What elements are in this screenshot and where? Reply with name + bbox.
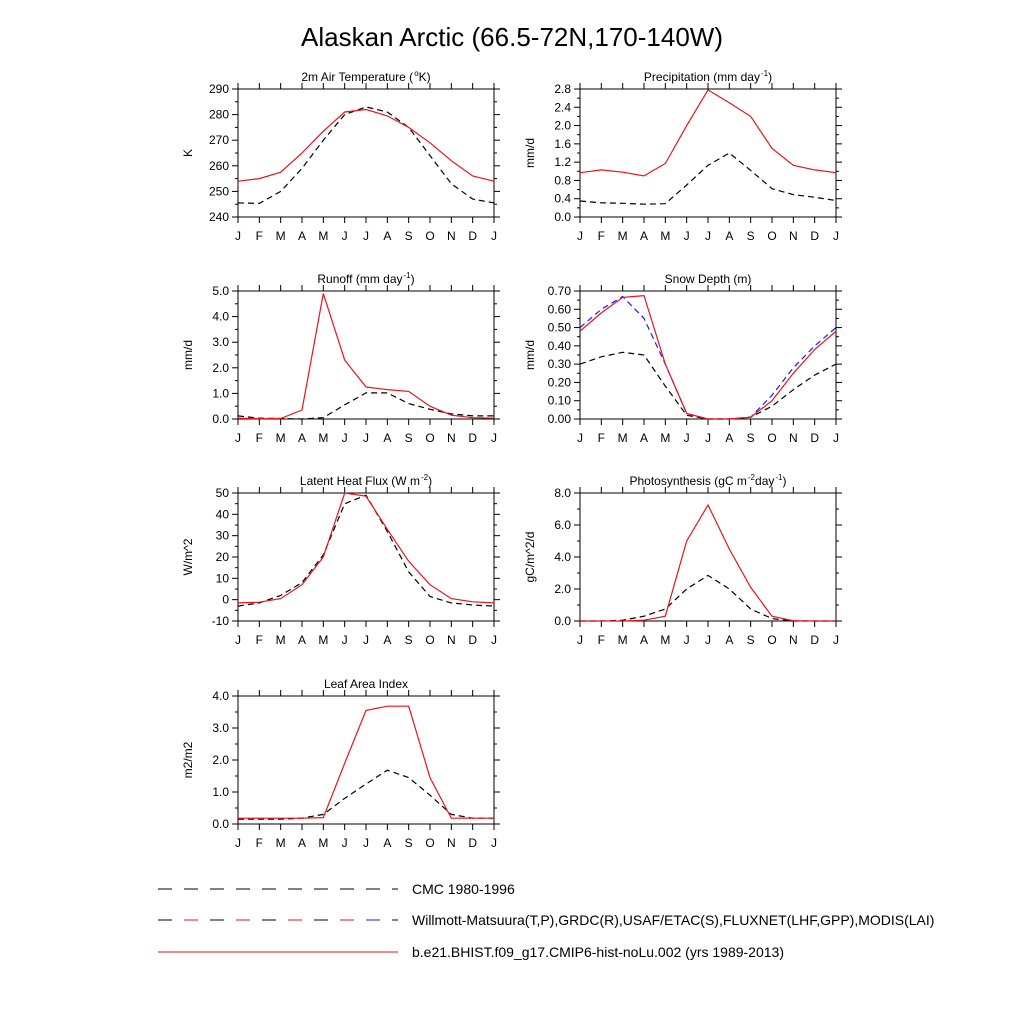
x-tick-label: S xyxy=(746,431,755,445)
panel-title-part: K) xyxy=(418,70,431,84)
x-tick-label: J xyxy=(683,431,690,445)
x-tick-label: A xyxy=(383,229,392,243)
panel-title xyxy=(317,271,414,286)
y-tick-label: 8.0 xyxy=(554,486,571,500)
series-line-model xyxy=(238,294,494,419)
x-tick-label: J xyxy=(235,229,241,243)
y-tick-label: 0.50 xyxy=(547,320,571,335)
y-tick-label: 0.0 xyxy=(554,210,571,224)
y-tick-label: 2.0 xyxy=(212,360,229,375)
x-tick-label: S xyxy=(404,431,413,445)
y-tick-label: 2.0 xyxy=(554,582,571,596)
x-tick-label: A xyxy=(725,633,734,647)
panel-title-superscript: o xyxy=(414,69,419,78)
y-tick-label: 40 xyxy=(215,507,229,522)
y-tick-label: 2.4 xyxy=(554,100,571,115)
x-tick-label: M xyxy=(275,229,286,243)
legend-label: Willmott-Matsuura(T,P),GRDC(R),USAF/ETAC(S),FLUXNET(LHF,GPP),MODIS(LAI) xyxy=(412,912,935,928)
y-tick-label: 270 xyxy=(208,133,229,148)
y-tick-label: 250 xyxy=(208,184,229,199)
x-tick-label: F xyxy=(597,633,606,647)
plot-frame xyxy=(238,89,494,217)
y-tick-label: 10 xyxy=(215,571,229,586)
x-tick-label: A xyxy=(297,229,307,243)
x-tick-label: M xyxy=(660,229,671,243)
legend xyxy=(158,881,934,960)
series-line-obs xyxy=(580,575,836,621)
panel-0 xyxy=(181,69,500,243)
x-tick-label: A xyxy=(725,431,734,445)
x-tick-label: N xyxy=(446,836,456,850)
x-tick-label: D xyxy=(810,633,820,647)
x-tick-label: J xyxy=(577,229,583,243)
y-tick-label: 0.4 xyxy=(554,191,571,206)
y-tick-label: 0.0 xyxy=(212,412,229,426)
x-tick-label: M xyxy=(318,633,329,647)
x-tick-label: J xyxy=(705,229,711,243)
x-tick-label: N xyxy=(788,431,798,445)
x-tick-label: F xyxy=(255,229,264,243)
x-tick-label: M xyxy=(275,431,286,445)
plot-frame xyxy=(580,291,836,419)
y-tick-label: 20 xyxy=(215,550,229,564)
series-line-model xyxy=(238,706,494,818)
x-tick-label: F xyxy=(597,229,606,243)
x-tick-label: F xyxy=(255,431,264,445)
y-tick-label: 1.0 xyxy=(212,785,229,799)
x-tick-label: M xyxy=(660,633,671,647)
x-tick-label: S xyxy=(404,229,413,243)
panel-title-superscript: -1 xyxy=(760,69,769,78)
x-tick-label: D xyxy=(468,633,478,647)
x-tick-label: J xyxy=(833,633,839,647)
x-tick-label: M xyxy=(275,633,286,647)
legend-item xyxy=(158,944,784,960)
y-tick-label: 290 xyxy=(208,82,229,96)
y-tick-label: 3.0 xyxy=(212,335,229,350)
x-tick-label: D xyxy=(810,229,820,243)
x-tick-label: J xyxy=(341,836,348,850)
y-tick-label: 2.8 xyxy=(554,82,571,96)
x-tick-label: F xyxy=(597,431,606,445)
y-tick-label: 1.6 xyxy=(554,136,571,151)
x-tick-label: M xyxy=(617,431,628,445)
x-tick-label: J xyxy=(363,633,369,647)
y-tick-label: 2.0 xyxy=(554,118,571,133)
y-tick-label: 5.0 xyxy=(212,284,229,298)
panel-title-part: Leaf Area Index xyxy=(323,677,409,691)
y-tick-label: 240 xyxy=(208,210,229,224)
x-tick-label: A xyxy=(725,229,734,243)
x-tick-label: J xyxy=(235,633,241,647)
x-tick-label: N xyxy=(788,229,798,243)
x-tick-label: J xyxy=(577,431,583,445)
x-tick-label: M xyxy=(617,229,628,243)
y-axis-label: mm/d xyxy=(181,340,195,370)
y-tick-label: 4.0 xyxy=(212,309,229,324)
x-tick-label: D xyxy=(468,431,478,445)
x-tick-label: A xyxy=(639,431,649,445)
x-tick-label: J xyxy=(363,431,369,445)
panel-title-part: ) xyxy=(782,474,787,488)
panel-title-superscript: -1 xyxy=(403,271,411,280)
y-tick-label: 280 xyxy=(208,107,229,122)
x-tick-label: A xyxy=(639,229,649,243)
y-axis-label: gC/m^2/d xyxy=(523,531,537,583)
x-tick-label: O xyxy=(425,431,435,445)
series-line-model xyxy=(238,110,494,182)
y-tick-label: 3.0 xyxy=(212,721,229,735)
plot-frame xyxy=(580,493,836,621)
series-line-obs xyxy=(238,770,494,819)
panel-title-part: Photosynthesis (gC m xyxy=(629,474,747,488)
panel-1 xyxy=(523,69,842,243)
x-tick-label: J xyxy=(341,431,348,445)
x-tick-label: M xyxy=(318,229,329,243)
x-tick-label: M xyxy=(275,836,286,850)
panel-title-part: Runoff (mm day xyxy=(317,272,403,286)
panel-4 xyxy=(181,473,500,647)
series-line-model xyxy=(238,493,494,603)
y-tick-label: 0.30 xyxy=(547,357,571,372)
x-tick-label: J xyxy=(683,633,690,647)
y-tick-label: 0.70 xyxy=(547,284,571,298)
legend-label: CMC 1980-1996 xyxy=(412,881,515,897)
panel-title-part: ) xyxy=(768,70,773,84)
x-tick-label: J xyxy=(577,633,583,647)
x-tick-label: O xyxy=(767,431,777,445)
x-tick-label: D xyxy=(468,229,478,243)
x-tick-label: A xyxy=(639,633,649,647)
x-tick-label: A xyxy=(297,633,307,647)
x-tick-label: M xyxy=(318,431,329,445)
x-tick-label: J xyxy=(833,431,839,445)
series-line-obs xyxy=(580,352,836,419)
y-tick-label: 30 xyxy=(215,528,229,543)
x-tick-label: S xyxy=(746,229,755,243)
y-tick-label: -10 xyxy=(211,614,229,628)
plot-frame xyxy=(238,291,494,419)
series-line-obs xyxy=(238,393,494,419)
y-tick-label: 0.0 xyxy=(212,817,229,831)
x-tick-label: J xyxy=(363,836,369,850)
x-tick-label: J xyxy=(235,836,241,850)
panel-6 xyxy=(181,677,500,850)
y-tick-label: 0.8 xyxy=(554,173,571,188)
x-tick-label: D xyxy=(468,836,478,850)
panel-title-part: ) xyxy=(428,474,433,488)
x-tick-label: F xyxy=(255,633,264,647)
x-tick-label: S xyxy=(404,633,413,647)
panel-3 xyxy=(523,272,842,445)
x-tick-label: J xyxy=(833,229,839,243)
series-line-model xyxy=(580,505,836,621)
x-tick-label: J xyxy=(341,229,348,243)
panel-title xyxy=(644,69,772,84)
x-tick-label: O xyxy=(425,836,435,850)
y-tick-label: 50 xyxy=(215,486,229,500)
panel-2 xyxy=(181,271,500,445)
plot-frame xyxy=(238,696,494,824)
x-tick-label: J xyxy=(363,229,369,243)
panels xyxy=(181,69,842,850)
panel-title-part: Latent Heat Flux (W m xyxy=(299,474,420,488)
y-tick-label: 260 xyxy=(208,158,229,173)
x-tick-label: J xyxy=(683,229,690,243)
series-line-obs_alt xyxy=(580,297,836,420)
panel-title-part: day xyxy=(755,474,775,488)
panel-title xyxy=(324,677,408,691)
y-tick-label: 1.2 xyxy=(554,155,571,170)
x-tick-label: J xyxy=(705,431,711,445)
x-tick-label: O xyxy=(425,229,435,243)
panel-title-part: ) xyxy=(410,272,415,286)
series-line-obs xyxy=(238,495,494,606)
panel-title-superscript: -2 xyxy=(747,473,756,482)
figure-title: Alaskan Arctic (66.5-72N,170-140W) xyxy=(301,22,723,52)
y-tick-label: 4.0 xyxy=(212,689,229,703)
y-axis-label: mm/d xyxy=(523,138,537,168)
plot-frame xyxy=(580,89,836,217)
x-tick-label: M xyxy=(617,633,628,647)
x-tick-label: N xyxy=(446,633,456,647)
y-tick-label: 0.20 xyxy=(547,375,571,390)
legend-item xyxy=(158,881,515,897)
panel-title xyxy=(300,473,432,488)
series-line-obs xyxy=(580,153,836,204)
x-tick-label: A xyxy=(297,836,307,850)
y-axis-label: W/m^2 xyxy=(181,538,195,576)
panel-5 xyxy=(523,473,842,647)
x-tick-label: S xyxy=(404,836,413,850)
y-tick-label: 0.40 xyxy=(547,338,571,353)
y-axis-label: K xyxy=(181,148,195,158)
series-line-obs xyxy=(238,107,494,203)
y-tick-label: 0.00 xyxy=(547,412,571,426)
x-tick-label: A xyxy=(383,431,392,445)
x-tick-label: J xyxy=(705,633,711,647)
x-tick-label: O xyxy=(767,633,777,647)
panel-title xyxy=(665,272,752,286)
panel-title xyxy=(630,473,787,488)
legend-item xyxy=(158,912,934,928)
x-tick-label: J xyxy=(491,229,497,243)
y-tick-label: 2.0 xyxy=(212,753,229,767)
y-tick-label: 6.0 xyxy=(554,518,571,532)
y-tick-label: 4.0 xyxy=(554,550,571,564)
x-tick-label: M xyxy=(660,431,671,445)
y-tick-label: 0.60 xyxy=(547,302,571,317)
x-tick-label: F xyxy=(255,836,264,850)
plot-frame xyxy=(238,493,494,621)
panel-title xyxy=(301,69,430,84)
series-line-model xyxy=(580,296,836,419)
y-tick-label: 1.0 xyxy=(212,386,229,401)
series-line-model xyxy=(580,90,836,176)
x-tick-label: O xyxy=(767,229,777,243)
y-axis-label: m2/m2 xyxy=(181,741,195,779)
y-tick-label: 0 xyxy=(222,592,229,607)
x-tick-label: M xyxy=(318,836,329,850)
x-tick-label: S xyxy=(746,633,755,647)
y-tick-label: 0.10 xyxy=(547,393,571,408)
panel-title-part: Snow Depth (m) xyxy=(664,272,752,286)
x-tick-label: O xyxy=(425,633,435,647)
legend-label: b.e21.BHIST.f09_g17.CMIP6-hist-noLu.002 (yrs 1989-2013) xyxy=(412,944,784,960)
panel-title-part: 2m Air Temperature ( xyxy=(301,70,414,84)
x-tick-label: D xyxy=(810,431,820,445)
x-tick-label: A xyxy=(383,836,392,850)
x-tick-label: J xyxy=(341,633,348,647)
x-tick-label: J xyxy=(491,633,497,647)
panel-title-superscript: -1 xyxy=(775,473,783,482)
y-axis-label: mm/d xyxy=(523,340,537,370)
x-tick-label: N xyxy=(788,633,798,647)
x-tick-label: J xyxy=(491,431,497,445)
y-tick-label: 0.0 xyxy=(554,614,571,628)
x-tick-label: N xyxy=(446,431,456,445)
panel-title-part: Precipitation (mm day xyxy=(643,70,760,84)
x-tick-label: J xyxy=(235,431,241,445)
x-tick-label: J xyxy=(491,836,497,850)
panel-title-superscript: -2 xyxy=(420,473,429,482)
x-tick-label: A xyxy=(383,633,392,647)
x-tick-label: N xyxy=(446,229,456,243)
x-tick-label: A xyxy=(297,431,307,445)
